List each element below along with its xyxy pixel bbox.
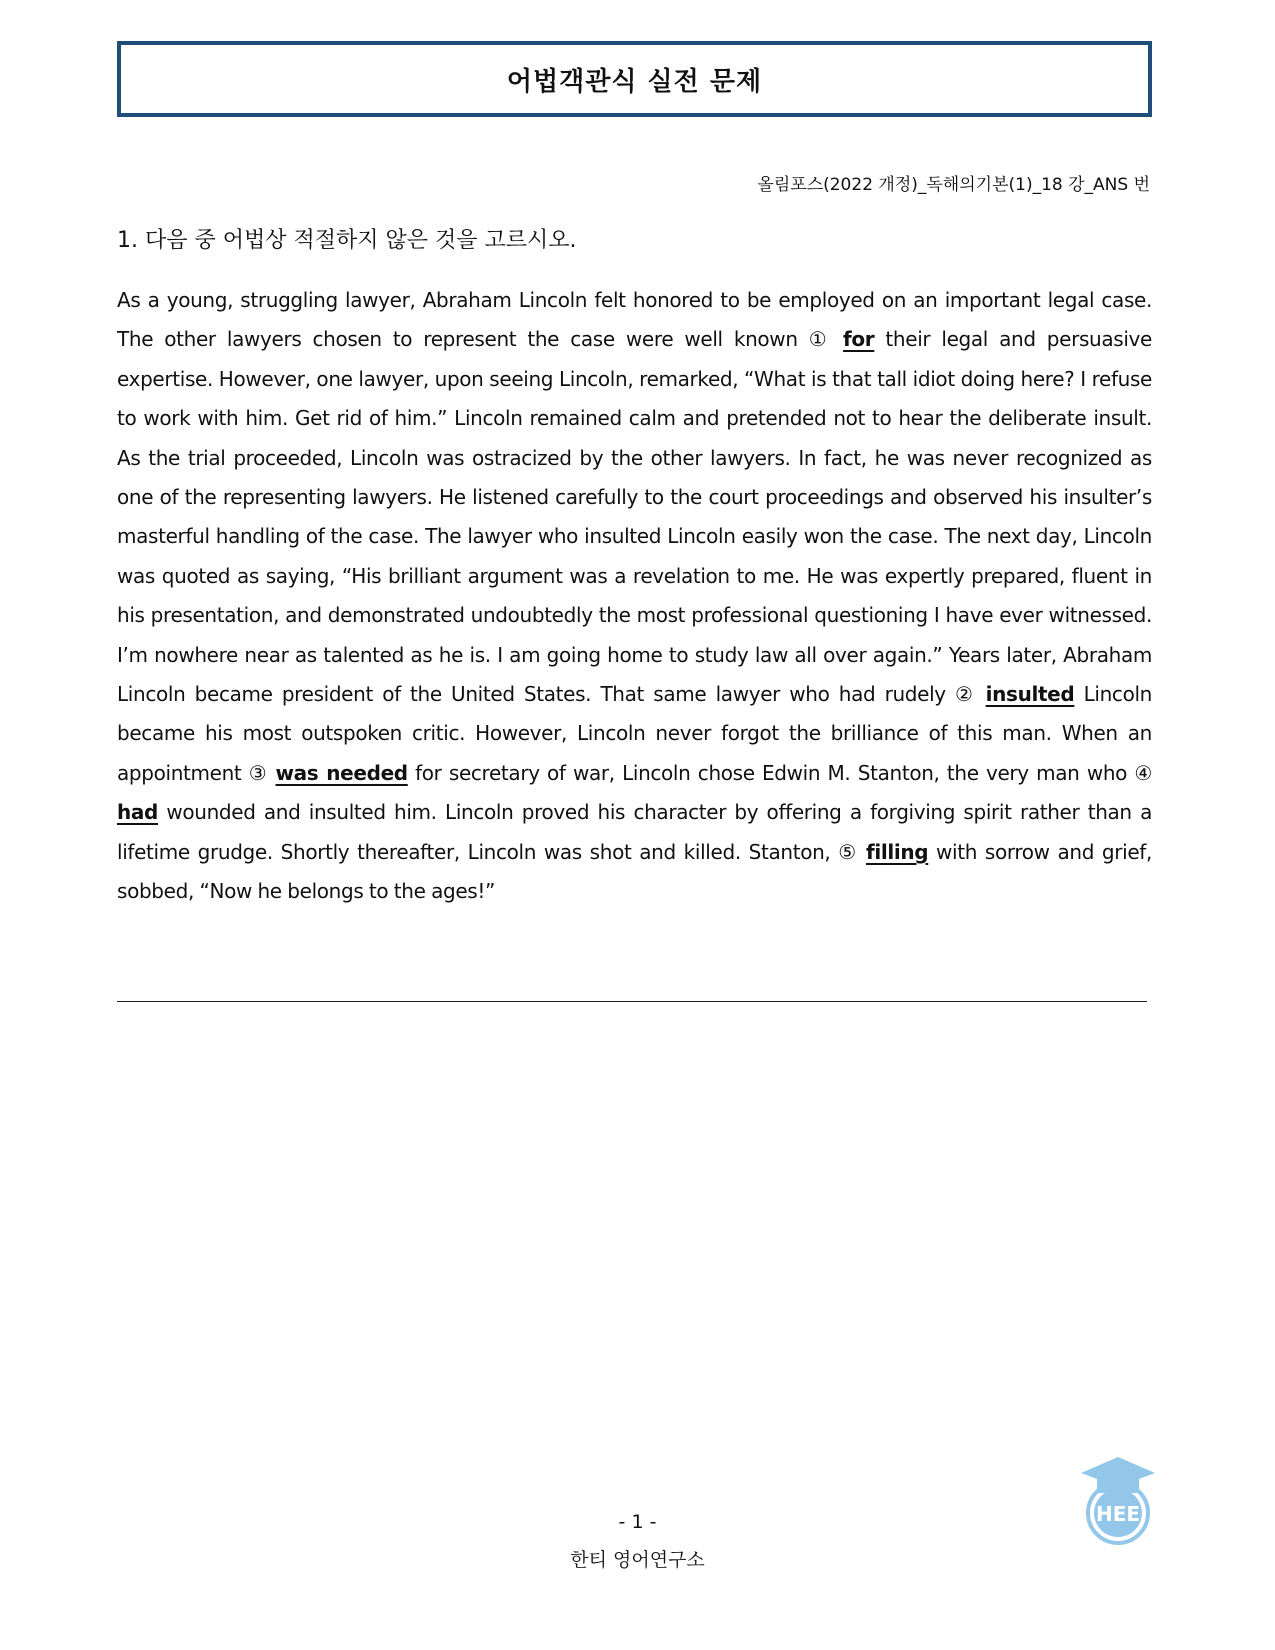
- question-prompt: 1. 다음 중 어법상 적절하지 않은 것을 고르시오.: [117, 228, 577, 253]
- logo-text: HEE: [1095, 1502, 1141, 1526]
- choice-3: was needed: [275, 760, 408, 785]
- passage-text: wounded and insulted him. Lincoln proved his character by offering a forgiving spirit rather than a lifetime grudge. Shortly thereafter, Lincoln was shot and killed. Stanton,: [117, 800, 1152, 864]
- choice-4: had: [117, 800, 159, 825]
- footer-organization: 한티 영어연구소: [570, 1549, 705, 1571]
- passage: [117, 281, 1152, 912]
- choice-2: insulted: [985, 682, 1075, 707]
- passage-text: with sorrow and grief, sobbed, “Now he belongs to the ages!”: [117, 839, 1152, 904]
- choice-marker-2: ②: [955, 682, 977, 707]
- passage-text: their legal and persuasive expertise. However, one lawyer, upon seeing Lincoln, remarked, “What is that tall idiot doing here? I refuse to work with him. Get rid of him.” Lincoln remained calm and pretended not to hear the deliberate insult. As the trial proceeded, Lincoln was ostracized by the other lawyers. In fact, he was never recognized as one of the representing lawyers. He listened carefully to the court proceedings and observed his insulter’s masterful handling of the case. The lawyer who insulted Lincoln easily won the case. The next day, Lincoln was quoted as saying, “His brilliant argument was a revelation to me. He was expertly prepared, fluent in his presentation, and demonstrated undoubtedly the most professional questioning I have ever witnessed. I’m nowhere near as talented as he is. I am going home to study law all over again.” Years later, Abraham Lincoln became president of the United States. That same lawyer who had rudely: [117, 327, 1152, 707]
- choice-marker-5: ⑤: [838, 839, 859, 864]
- page-number: - 1 -: [618, 1511, 657, 1533]
- passage-text: Lincoln became his most outspoken critic. However, Lincoln never forgot the brilliance of this man. When an appointment: [117, 682, 1152, 785]
- passage-text: for secretary of war, Lincoln chose Edwin M. Stanton, the very man who: [407, 760, 1135, 785]
- title-box: [117, 41, 1152, 117]
- choice-marker-4: ④: [1134, 760, 1152, 785]
- passage-text: As a young, struggling lawyer, Abraham Lincoln felt honored to be employed on an important legal case. The other lawyers chosen to represent the case were well known: [117, 288, 1152, 352]
- page-title: 어법객관식 실전 문제: [506, 66, 763, 97]
- choice-5: filling: [865, 839, 929, 864]
- choice-marker-1: ①: [808, 327, 832, 352]
- answer-line: [117, 1001, 1147, 1002]
- choice-1: for: [843, 327, 875, 352]
- choice-marker-3: ③: [248, 760, 269, 785]
- source-label: 올림포스(2022 개정)_독해의기본(1)_18 강_ANS 번: [757, 175, 1150, 195]
